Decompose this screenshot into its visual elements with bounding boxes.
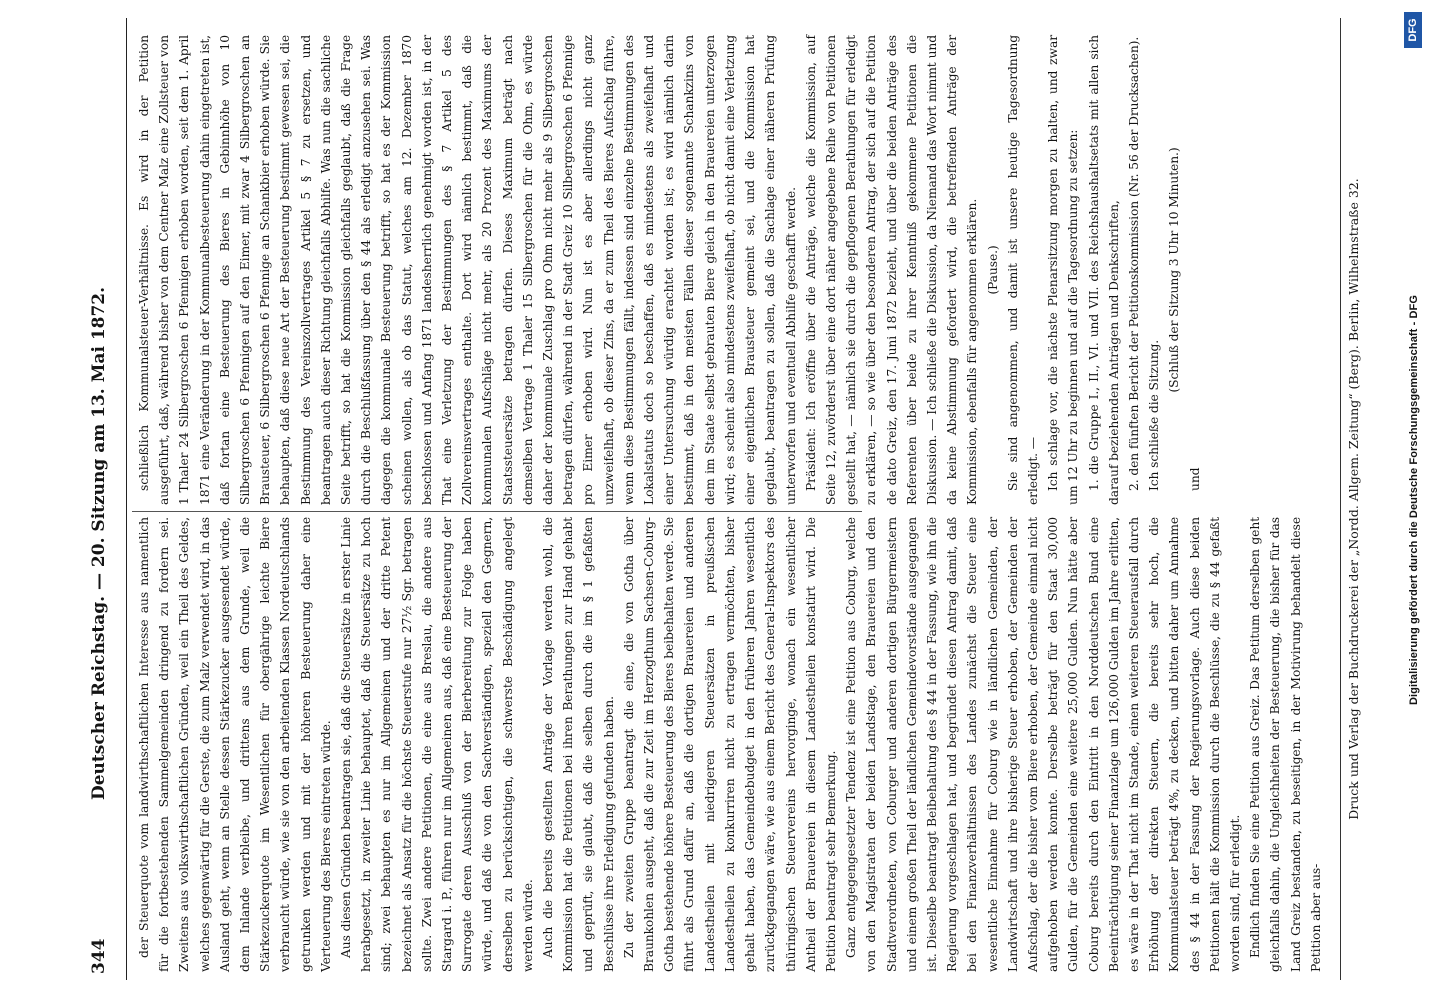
paragraph: Aus diesen Gründen beantragen sie, daß die Steuersätze in erster Linie herabgesetzt, in zweiter Linie behauptet, daß die Steuersätze zu hoch sind; zwei behaupten es nur im Allgemeinen und der dritte Petent bezeichnet als Ansatz für die höchste Steuerstufe nur 27½ Sgr. betragen sollte. Zwei andere Petitionen, die eine aus Breslau, die andere aus Stargard i. P., führen nur im Allgemeinen aus, daß eine Besteuerung der Surrogate deren Ausschluß von der Bierbereitung zur Folge haben würde, und daß die von den Sachverständigen, speziell den Gegnern, derselben zu berücksichtigen, die schwerste Beschädigung angelegt werden würde. — [339, 517, 535, 972]
paragraph: und — [1187, 467, 1202, 491]
dfg-logo: DFG — [1404, 12, 1422, 48]
footer-rule — [1340, 18, 1341, 980]
paragraph: Sie sind angenommen, und damit ist unsere heutige Tagesordnung erledigt. — — [1005, 35, 1040, 505]
closing-note: (Schluß der Sitzung 3 Uhr 10 Minuten.) — [1167, 147, 1182, 393]
header-rule — [126, 18, 127, 980]
text-column-left — [134, 517, 1323, 972]
pause-note: (Pause.) — [985, 245, 1000, 295]
paragraph: der Steuerquote vom landwirthschaftlichen Interesse aus namentlich für die fortbestehenden Sammelgemeinden dringend zu fordern sei. Zweitens aus volkswirthschaftlichen Gründen, weil ein Theil des Geldes, welches gegenwärtig für die Gerste, die zum Malz verwendet wird, in das Ausland geht, wenn an Stelle dessen Stärkezucker ausgesendet würde, dem Inlande verbleibe, und drittens aus dem Grunde, weil die Stärkezuckerquote im Wesentlichen für obergährige leichte Biere verbraucht würde, wie sie von den arbeitenden Klassen Nordeutschlands getrunken werden und mit der höheren Besteuerung daher eine Verteuerung des Bieres eintreten würde. — [137, 517, 333, 972]
page-number: 344 — [89, 938, 109, 974]
column-divider — [132, 511, 862, 512]
paragraph: Zu der zweiten Gruppe beantragt die eine, die von Gotha über Braunkohlen ausgeht, daß die zur Zeit im Herzogthum Sachsen-Coburg-Gotha bestehende höhere Besteuerung des Bieres beibehalten werde. Sie führt als Grund dafür an, daß die dortigen Brauereien und anderen Landestheilen mit niedrigeren Steuersätzen in preußischen Landestheilen zu konkurriren nicht zu ertragen vermöchten, bisher gehalt haben, das Gemeindebudget in den früheren Jahren wesentlich zurückgegangen wäre, wie aus einem Bericht des General-Inspektors des thüringischen Steuervereins hervorginge, wonach ein wesentlicher Antheil der Brauereien in diesem Landestheilen konstatirt wird. Die Petition beantragt sehr Bemerkung. — [621, 517, 838, 972]
paragraph: Auch die bereits gestellten Anträge der Vorlage werden wohl, die Kommission hat die Petitionen bei ihren Berathungen zur Hand gehabt und geprüft, sie glaubt, daß die selben durch die im § 1 gefaßten Beschlüsse ihre Erledigung gefunden haben. — [541, 517, 616, 972]
paragraph: Präsident: Ich eröffne über die Anträge, welche die Kommission, auf Seite 12, zuvörderst über eine dort näher angegebene Reihe von Petitionen gestellt hat, — nämlich sie durch die gepflogenen Berathungen für erledigt zu erklären, — so wie über den besonderen Antrag, der sich auf die Petition de dato Greiz, den 17. Juni 1872 bezieht, und über die beiden Anträge des Referenten über beide zu ihrer Kenntniß gekommene Petitionen die Diskussion. — Ich schließe die Diskussion, da Niemand das Wort nimmt und da keine Abstimmung gefordert wird, die betreffenden Anträge der Kommission, ebenfalls für angenommen erklären. — [803, 35, 980, 505]
paragraph: Endlich finden Sie eine Petition aus Greiz. Das Petitum derselben geht gleichfalls dahin, die Ungleichheiten der Besteuerung, die bisher für das Land Greiz bestanden, zu beseitigen, in der Motivirung behandelt diese Petition aber aus- — [1248, 517, 1323, 972]
agenda-item: 2. den fünften Bericht der Petitionskommission (Nr. 56 der Drucksachen). — [1126, 36, 1141, 491]
running-header: Deutscher Reichstag. — 20. Sitzung am 13. Mai 1872. — [89, 286, 109, 800]
text-column-right — [134, 35, 1202, 505]
paragraph: Ich schlage vor, die nächste Plenarsitzung morgen zu halten, und zwar um 12 Uhr zu beginnen und auf die Tagesordnung zu setzen: — [1046, 35, 1081, 505]
printer-imprint: Druck und Verlag der Buchdruckerei der „Nordd. Allgem. Zeitung“ (Berg). Berlin, Wilhelmstraße 32. — [1346, 178, 1361, 820]
paragraph: Ganz entgegengesetzter Tendenz ist eine Petition aus Coburg, welche von den Magistraten der beiden Landstage, den Brauereien und den Stadtverordneten, von Coburger und anderen dortigen Bürgermeistern und einem großen Theil der ländlichen Gemeindevorstände ausgegangen ist. Dieselbe beantragt Beibehaltung des § 44 in der Fassung, wie ihn die Regierung vorgeschlagen hat, und begründet diesen Antrag damit, daß bei den Finanzverhältnissen des Landes zunächst die Steuer eine wesentliche Einnahme für Coburg wie in ländlichen Gemeinden, der Landwirtschaft und ihre bisherige Steuer erhoben, der Gemeinden der Aufschlag, der die bisher vom Biere erhoben, der Gemeinde einmal nicht aufgehoben werden konnte. Derselbe beträgt für den Staat 30,000 Gulden, für die Gemeinden eine weitere 25,000 Gulden. Nun hätte aber Coburg bereits durch den Eintritt in den Norddeutschen Bund eine Beeinträchtigung seiner Finanzlage um 126,000 Gulden im Jahre erlitten, es wäre in der That nicht im Stande, einen weiteren Steuerausfall durch Erhöhung der direkten Steuern, die bereits sehr hoch, die Kommunalsteuer beträgt 4%, zu decken, und bitten daher um Annahme des § 44 in der Fassung der Regierungsvorlage. Auch diese beiden Petitionen hält die Kommission durch die Beschlüsse, die zu § 44 gefaßt worden sind, für erledigt. — [844, 517, 1242, 972]
paragraph: schließlich Kommunalsteuer-Verhältnisse. Es wird in der Petition ausgeführt, daß, während bisher von dem Centner Malz eine Zollsteuer von 1 Thaler 24 Silbergroschen 6 Pfennigen erhoben worden, seit dem 1. April 1871 eine Veränderung in der Kommunalbesteuerung dahin eingetreten ist, daß fortan eine Besteuerung des Bieres in Gebinnhöhe von 10 Silbergroschen 6 Pfennigen auf den Eimer, mit zwar 4 Silbergroschen an Brausteuer, 6 Silbergroschen 6 Pfennige an Schankbier erhoben würde. Sie behaupten, daß diese neue Art der Besteuerung bestimmt gewesen sei, die Bestimmung des Vereinszollvertrages Artikel 5 § 7 zu ersetzen, und beantragen auch dieser Richtung gleichfalls Abhilfe. Was nun die sachliche Seite betrifft, so hat die Kommission gleichfalls geglaubt, daß die Frage durch die Beschlußfassung über den § 44 als erledigt anzusehen sei. Was dagegen die kommunale Besteuerung betrifft, so hat es der Kommission scheinen wollen, als ob das Statut, welches am 12. Dezember 1870 beschlossen und Anfang 1871 landesherrlich genehmigt worden ist, in der That eine Verletzung der Bestimmungen des § 7 Artikel 5 des Zollvereinsvertrages enthalte. Dort wird nämlich bestimmt, daß die kommunalen Aufschläge nicht mehr, als 20 Prozent des Maximums der Staatssteuersätze betragen dürfen. Dieses Maximum beträgt nach demselben Vertrage 1 Thaler 15 Silbergroschen für die Ohm, es würde daher der kommunale Zuschlag pro Ohm nicht mehr als 9 Silbergroschen betragen dürfen, während in der Stadt Greiz 10 Silbergroschen 6 Pfennige pro Eimer erhoben wird. Nun ist es aber allerdings nicht ganz unzweifelhaft, ob dieser Zins, da er zum Theil des Bieres Aufschlag führe, wenn diese Bestimmungen fällt, indessen sind einzelne Bestimmungen des Lokalstatuts doch so beschaffen, daß es mindestens als zweifelhaft und einer Untersuchung würdig erachtet worden ist; es wird nämlich darin bestimmt, daß in den meisten Fällen dieser sogenannte Schankzins von dem im Staate selbst gebrauten Biere gleich in den Brauereien unterzogen wird; es scheint also mindestens zweifelhaft, ob nicht damit eine Verletzung einer eigentlichen Brausteuer gemeint sei, und die Kommission hat geglaubt, beantragen zu sollen, daß die Sachlage einer näheren Prüfung unterworfen und eventuell Abhilfe geschafft werde. — [137, 35, 798, 505]
agenda-item: 1. die Gruppe I., II., VI. und VII. des Reichshaushaltsetats mit allen sich darauf beziehenden Anträgen und Denkschriften, — [1086, 35, 1121, 505]
digitization-note: Digitalisierung gefördert durch die Deutsche Forschungsgemeinschaft - DFG — [1408, 294, 1420, 706]
paragraph: Ich schließe die Sitzung. — [1147, 339, 1162, 491]
